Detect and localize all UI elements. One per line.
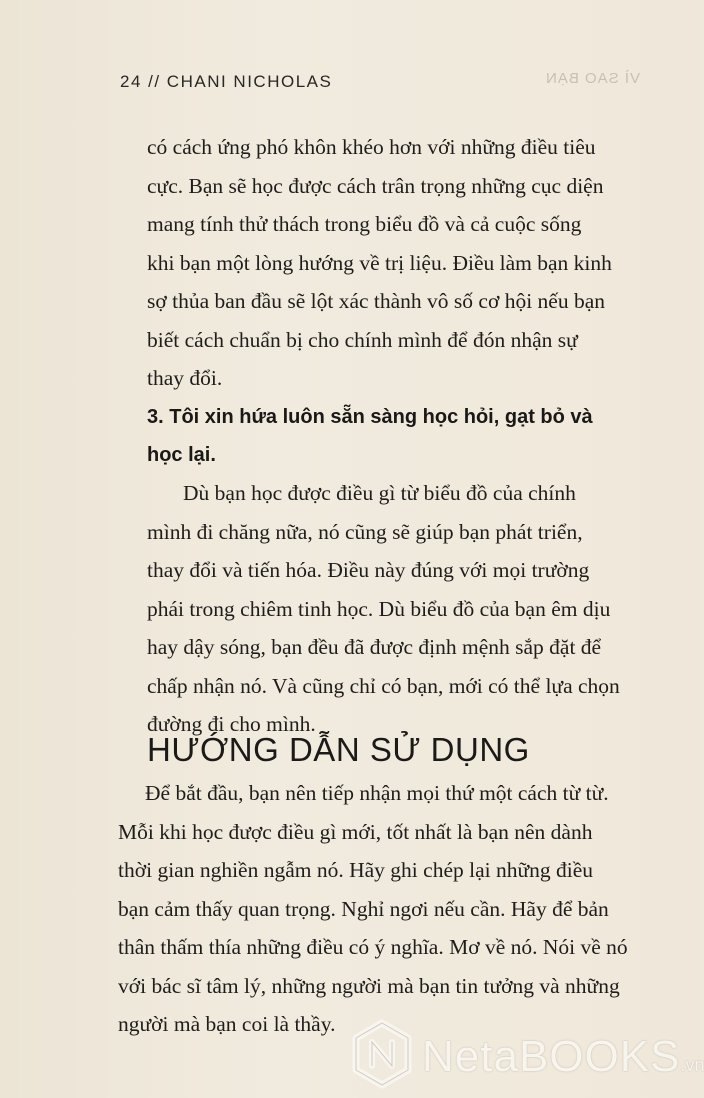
running-head: 24 // CHANI NICHOLAS xyxy=(120,72,333,91)
text-line: Dù bạn học được điều gì từ biểu đồ của chính xyxy=(183,481,576,505)
text-line: bạn cảm thấy quan trọng. Nghỉ ngơi nếu cần. Hãy để bản xyxy=(118,896,609,921)
text-line: hay dậy sóng, bạn đều đã được định mệnh sắp đặt để xyxy=(147,635,602,659)
watermark-suffix: .vn xyxy=(680,1055,704,1075)
heading-line: 3. Tôi xin hứa luôn sẵn sàng học hỏi, gạt bỏ và xyxy=(147,406,593,428)
text-line: có cách ứng phó khôn khéo hơn với những điều tiêu xyxy=(147,135,596,159)
text-line: thời gian nghiền ngẫm nó. Hãy ghi chép lại những điều xyxy=(118,858,594,882)
text-line: phái trong chiêm tinh học. Dù biểu đồ của bạn êm dịu xyxy=(147,596,611,621)
text-line: mình đi chăng nữa, nó cũng sẽ giúp bạn phát triển, xyxy=(147,519,583,544)
text-line: Để bắt đầu, bạn nên tiếp nhận mọi thứ một cách từ từ. xyxy=(145,781,609,805)
text-line: với bác sĩ tâm lý, những người mà bạn tin tưởng và những xyxy=(118,973,620,998)
text-line: biết cách chuẩn bị cho chính mình để đón nhận sự xyxy=(147,327,578,352)
text-line: người mà bạn coi là thầy. xyxy=(118,1012,336,1036)
text-line: thay đổi. xyxy=(147,366,223,390)
text-line: chấp nhận nó. Và cũng chỉ có bạn, mới có thể lựa chọn xyxy=(147,673,620,698)
text-line: sợ thủa ban đầu sẽ lột xác thành vô số cơ hội nếu bạn xyxy=(147,289,606,313)
text-line: cực. Bạn sẽ học được cách trân trọng những cục diện xyxy=(147,173,604,198)
text-line: mang tính thử thách trong biểu đồ và cả cuộc sống xyxy=(147,212,582,236)
paragraph-3 xyxy=(118,774,628,1044)
text-line: thân thấm thía những điều có ý nghĩa. Mơ về nó. Nói về nó xyxy=(118,935,628,959)
watermark-brand: NetaBOOKS xyxy=(422,1032,681,1081)
n-hexagon-logo-icon xyxy=(352,1020,412,1088)
heading-line: học lại. xyxy=(147,444,216,466)
paragraph-1 xyxy=(147,128,612,398)
text-line: khi bạn một lòng hướng về trị liệu. Điều làm bạn kinh xyxy=(147,250,612,275)
text-line: thay đổi và tiến hóa. Điều này đúng với mọi trường xyxy=(147,558,590,582)
text-line: đường đi cho mình. xyxy=(147,712,316,736)
watermark-text xyxy=(422,1032,704,1082)
section-title: HƯỚNG DẪN SỬ DỤNG xyxy=(147,731,530,768)
text-line: Mỗi khi học được điều gì mới, tốt nhất là bạn nên dành xyxy=(118,819,593,844)
watermark xyxy=(352,1020,704,1092)
numbered-heading xyxy=(147,398,593,474)
show-through-header: VÌ SAO BẠN xyxy=(545,70,641,87)
paragraph-2 xyxy=(147,474,620,744)
